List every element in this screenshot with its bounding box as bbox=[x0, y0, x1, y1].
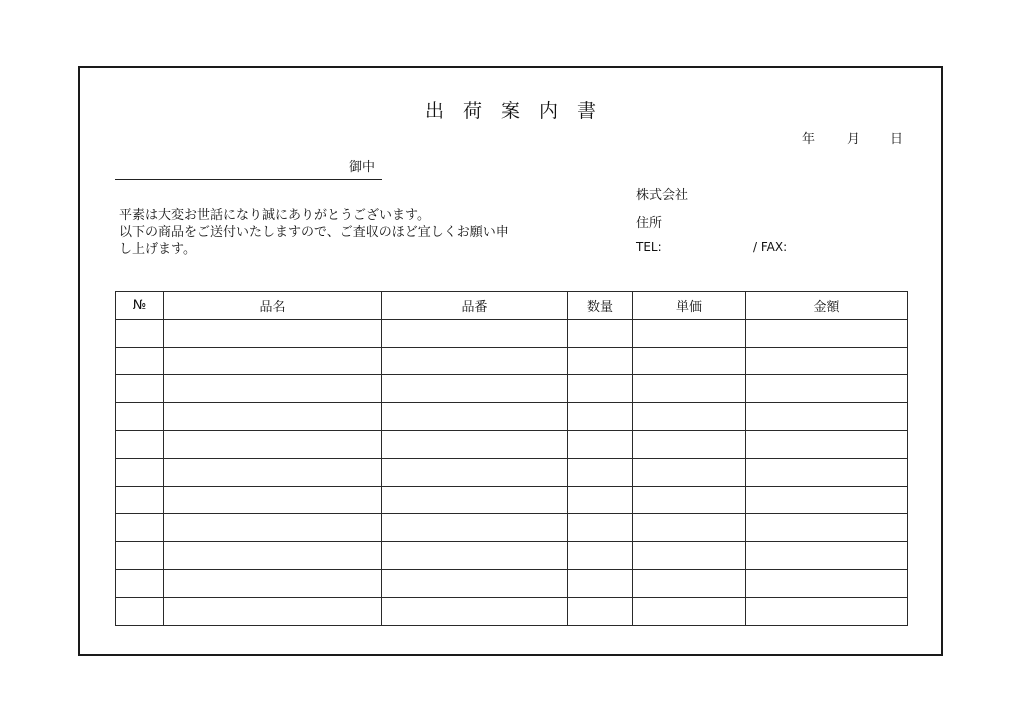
cell-item-name[interactable] bbox=[164, 458, 382, 486]
cell-quantity[interactable] bbox=[568, 319, 633, 347]
cell-item-name[interactable] bbox=[164, 403, 382, 431]
recipient-honorific: 御中 bbox=[349, 160, 376, 175]
cell-quantity[interactable] bbox=[568, 569, 633, 597]
cell-item-code[interactable] bbox=[382, 514, 568, 542]
cell-quantity[interactable] bbox=[568, 514, 633, 542]
cell-item-code[interactable] bbox=[382, 542, 568, 570]
cell-amount[interactable] bbox=[746, 403, 908, 431]
cell-amount[interactable] bbox=[746, 430, 908, 458]
cell-item-name[interactable] bbox=[164, 514, 382, 542]
cell-no[interactable] bbox=[116, 542, 164, 570]
table-row bbox=[116, 403, 908, 431]
cell-item-name[interactable] bbox=[164, 542, 382, 570]
table-row bbox=[116, 597, 908, 625]
cell-item-code[interactable] bbox=[382, 319, 568, 347]
cell-item-code[interactable] bbox=[382, 569, 568, 597]
cell-amount[interactable] bbox=[746, 347, 908, 375]
column-header-item-code: 品番 bbox=[382, 292, 568, 320]
items-table bbox=[115, 291, 908, 626]
cell-quantity[interactable] bbox=[568, 597, 633, 625]
cell-item-code[interactable] bbox=[382, 430, 568, 458]
table-row bbox=[116, 319, 908, 347]
cell-item-name[interactable] bbox=[164, 597, 382, 625]
cell-amount[interactable] bbox=[746, 597, 908, 625]
cell-unit-price[interactable] bbox=[633, 597, 746, 625]
cell-quantity[interactable] bbox=[568, 375, 633, 403]
date-year-label: 年 bbox=[802, 132, 816, 147]
cell-unit-price[interactable] bbox=[633, 486, 746, 514]
cell-unit-price[interactable] bbox=[633, 430, 746, 458]
greeting-line: 平素は大変お世話になり誠にありがとうございます。 bbox=[119, 208, 430, 223]
cell-quantity[interactable] bbox=[568, 347, 633, 375]
cell-item-name[interactable] bbox=[164, 375, 382, 403]
cell-quantity[interactable] bbox=[568, 430, 633, 458]
greeting-line: し上げます。 bbox=[119, 242, 196, 257]
cell-no[interactable] bbox=[116, 403, 164, 431]
column-header-item-name: 品名 bbox=[164, 292, 382, 320]
date-month-label: 月 bbox=[847, 132, 861, 147]
cell-item-name[interactable] bbox=[164, 486, 382, 514]
cell-no[interactable] bbox=[116, 430, 164, 458]
document-title: 出荷案内書 bbox=[424, 100, 615, 122]
cell-no[interactable] bbox=[116, 319, 164, 347]
cell-unit-price[interactable] bbox=[633, 319, 746, 347]
cell-unit-price[interactable] bbox=[633, 458, 746, 486]
sender-address-label: 住所 bbox=[636, 216, 663, 231]
table-row bbox=[116, 514, 908, 542]
cell-no[interactable] bbox=[116, 569, 164, 597]
recipient-name-line[interactable] bbox=[115, 179, 382, 180]
column-header-amount: 金額 bbox=[746, 292, 908, 320]
greeting-text bbox=[119, 207, 569, 258]
column-header-unit-price: 単価 bbox=[633, 292, 746, 320]
cell-no[interactable] bbox=[116, 514, 164, 542]
cell-item-code[interactable] bbox=[382, 347, 568, 375]
cell-item-name[interactable] bbox=[164, 319, 382, 347]
cell-item-code[interactable] bbox=[382, 597, 568, 625]
cell-amount[interactable] bbox=[746, 319, 908, 347]
cell-amount[interactable] bbox=[746, 486, 908, 514]
table-row bbox=[116, 569, 908, 597]
cell-no[interactable] bbox=[116, 347, 164, 375]
cell-item-code[interactable] bbox=[382, 375, 568, 403]
cell-item-name[interactable] bbox=[164, 347, 382, 375]
cell-no[interactable] bbox=[116, 486, 164, 514]
sender-company-label: 株式会社 bbox=[636, 188, 689, 203]
table-row bbox=[116, 458, 908, 486]
cell-no[interactable] bbox=[116, 597, 164, 625]
cell-quantity[interactable] bbox=[568, 542, 633, 570]
table-row bbox=[116, 542, 908, 570]
table-row bbox=[116, 430, 908, 458]
table-row bbox=[116, 347, 908, 375]
cell-amount[interactable] bbox=[746, 569, 908, 597]
greeting-line: 以下の商品をご送付いたしますので、ご査収のほど宜しくお願い申 bbox=[119, 225, 509, 240]
cell-no[interactable] bbox=[116, 375, 164, 403]
cell-item-code[interactable] bbox=[382, 403, 568, 431]
table-row bbox=[116, 486, 908, 514]
cell-quantity[interactable] bbox=[568, 403, 633, 431]
cell-unit-price[interactable] bbox=[633, 375, 746, 403]
cell-quantity[interactable] bbox=[568, 458, 633, 486]
cell-amount[interactable] bbox=[746, 542, 908, 570]
cell-unit-price[interactable] bbox=[633, 514, 746, 542]
cell-item-name[interactable] bbox=[164, 569, 382, 597]
date-day-label: 日 bbox=[890, 132, 904, 147]
cell-quantity[interactable] bbox=[568, 486, 633, 514]
cell-unit-price[interactable] bbox=[633, 347, 746, 375]
cell-no[interactable] bbox=[116, 458, 164, 486]
cell-item-code[interactable] bbox=[382, 486, 568, 514]
sender-fax-label: / FAX: bbox=[753, 240, 788, 254]
cell-unit-price[interactable] bbox=[633, 542, 746, 570]
sender-tel-label: TEL: bbox=[636, 240, 662, 254]
column-header-quantity: 数量 bbox=[568, 292, 633, 320]
table-header-row bbox=[116, 292, 908, 320]
cell-unit-price[interactable] bbox=[633, 403, 746, 431]
cell-amount[interactable] bbox=[746, 375, 908, 403]
cell-amount[interactable] bbox=[746, 514, 908, 542]
column-header-no: № bbox=[116, 292, 164, 320]
table-row bbox=[116, 375, 908, 403]
cell-amount[interactable] bbox=[746, 458, 908, 486]
cell-unit-price[interactable] bbox=[633, 569, 746, 597]
cell-item-code[interactable] bbox=[382, 458, 568, 486]
cell-item-name[interactable] bbox=[164, 430, 382, 458]
